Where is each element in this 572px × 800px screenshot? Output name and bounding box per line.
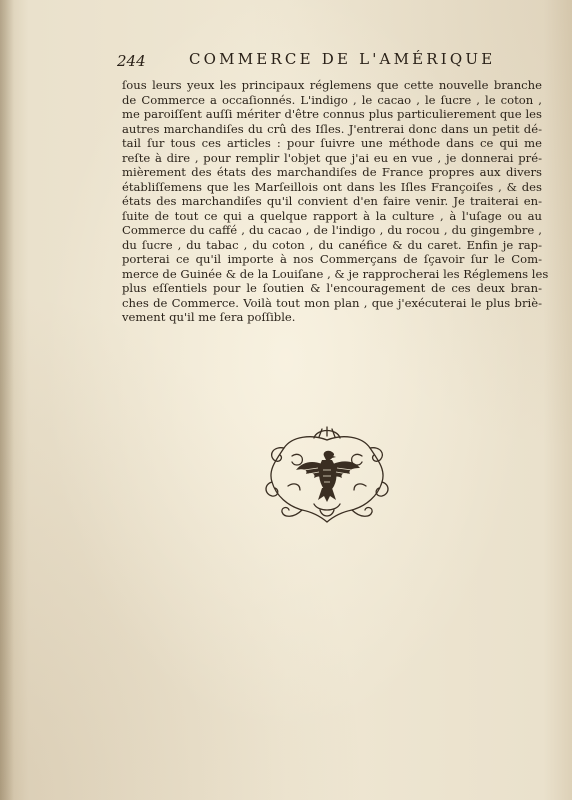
text-line: tail ſur tous ces articles : pour ſuivre une méthode dans ce qui me — [122, 136, 542, 150]
text-line: du ſucre , du tabac , du coton , du canéfice & du caret. Enfin je rap- — [122, 237, 542, 252]
binding-shadow — [0, 0, 14, 800]
eagle-cartouche-vignette-icon — [262, 426, 392, 526]
text-line: Commerce du caffé , du cacao , de l'indigo , du rocou , du gingembre , — [122, 223, 542, 237]
text-line: me paroiſſent auſſi mériter d'être connus plus particulierement que les — [122, 107, 542, 121]
text-line: établiſſemens que les Marſeillois ont dans les Iſles Françoiſes , & des — [122, 179, 542, 194]
text-line: reſte à dire , pour remplir l'objet que j'ai eu en vue , je donnerai pré- — [122, 150, 542, 165]
text-line: autres marchandiſes du crû des Iſles. J'entrerai donc dans un petit dé- — [122, 121, 542, 136]
text-line: de Commerce a occaſionnés. L'indigo , le cacao , le ſucre , le coton , — [122, 92, 542, 107]
text-line: merce de Guinée & de la Louiſane , & je rapprocherai les Réglemens les — [122, 266, 549, 281]
text-line: ſous leurs yeux les principaux réglemens que cette nouvelle branche — [122, 78, 542, 92]
page-number: 244 — [117, 52, 146, 70]
text-line: porterai ce qu'il importe à nos Commerçans de ſçavoir ſur le Com- — [122, 252, 542, 266]
body-paragraph — [122, 78, 549, 325]
text-line: vement qu'il me ſera poſſible. — [122, 310, 296, 324]
text-line: ches de Commerce. Voilà tout mon plan , que j'exécuterai le plus briè- — [122, 295, 542, 310]
text-line: ſuite de tout ce qui a quelque rapport à la culture , à l'uſage ou au — [122, 208, 542, 223]
text-line: états des marchandiſes qu'il convient d'en faire venir. Je traiterai en- — [122, 194, 542, 208]
text-line: mièrement des états des marchandiſes de France propres aux divers — [122, 165, 542, 179]
text-line: plus eſſentiels pour le ſoutien & l'encouragement de ces deux bran- — [122, 281, 542, 295]
page-header — [117, 50, 542, 74]
running-title: COMMERCE DE L'AMÉRIQUE — [189, 50, 496, 68]
